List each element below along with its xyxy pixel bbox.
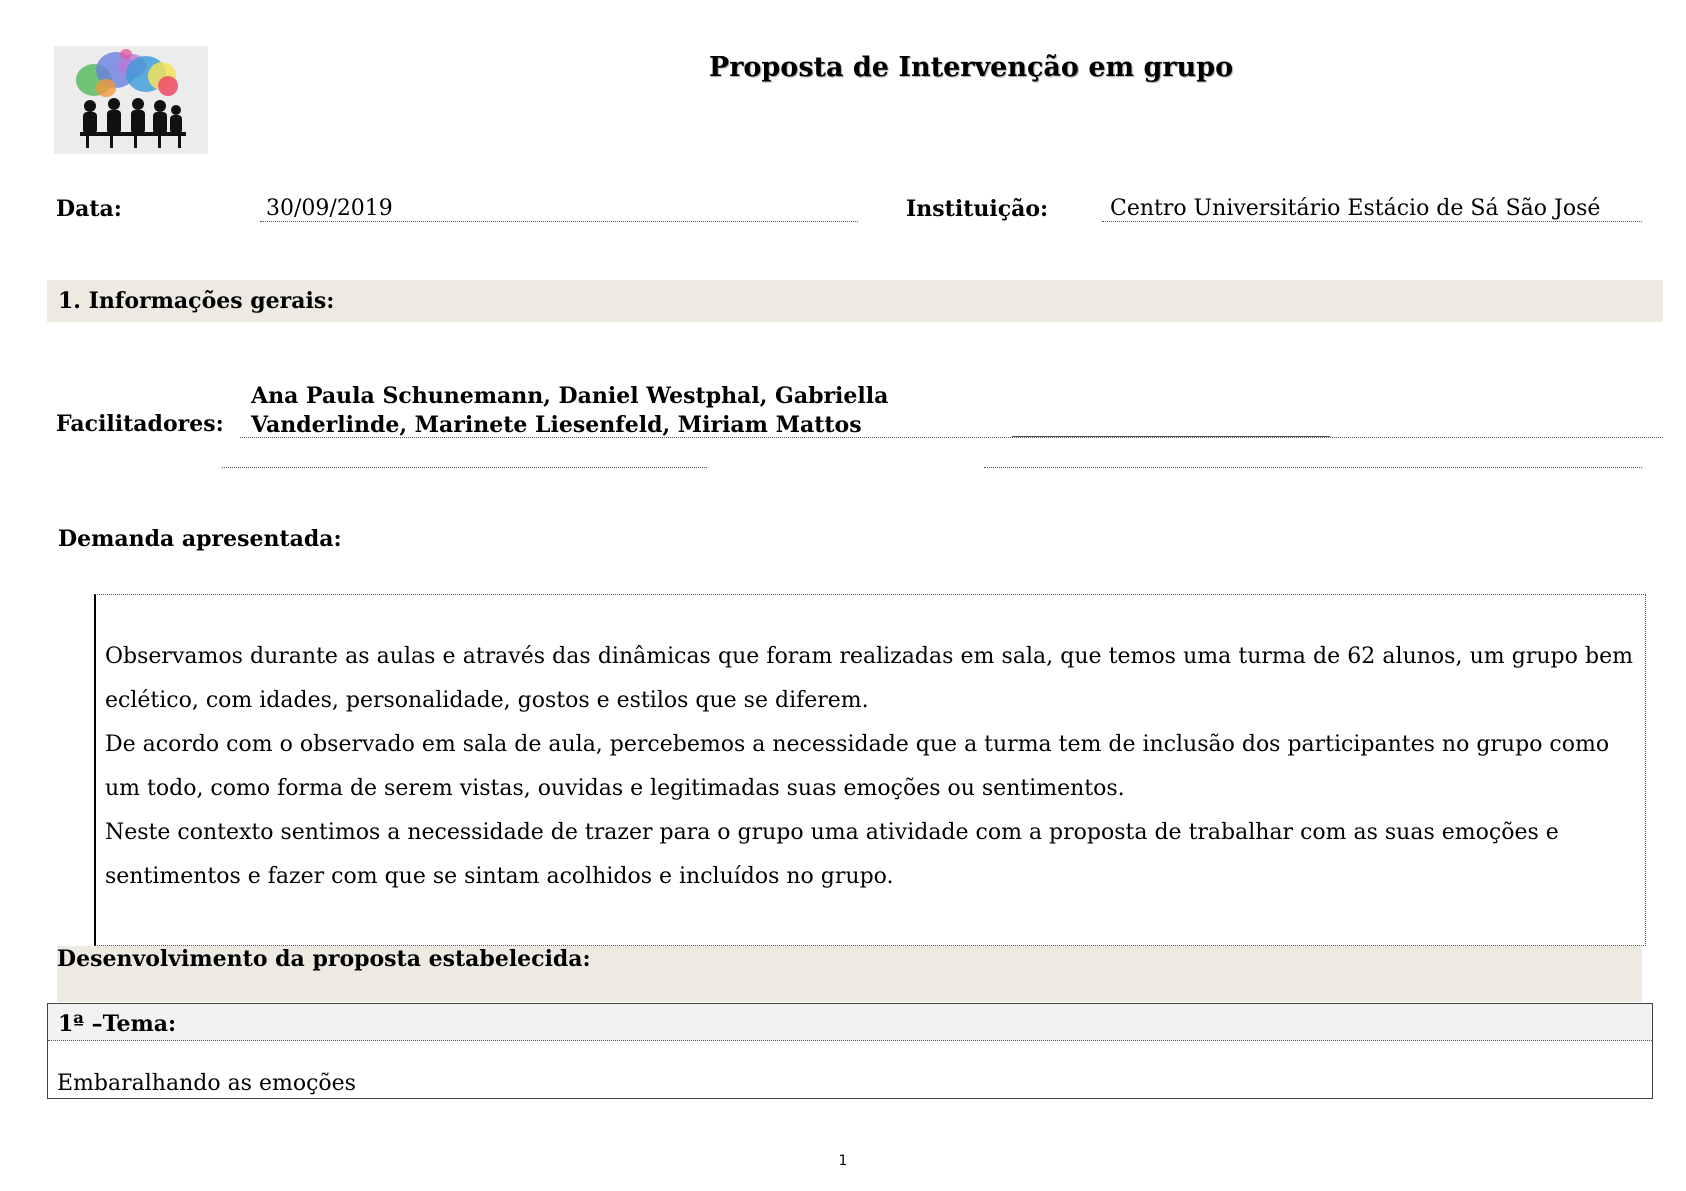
- facilitators-line-1: Ana Paula Schunemann, Daniel Westphal, Gabriella: [251, 383, 889, 409]
- blank-field-line-1[interactable]: [222, 466, 707, 468]
- demand-label: Demanda apresentada:: [58, 526, 342, 552]
- development-heading-band: [57, 946, 1642, 1002]
- facilitators-label: Facilitadores:: [56, 411, 224, 437]
- blank-field-line-2[interactable]: [984, 466, 1642, 468]
- institution-label: Instituição:: [906, 196, 1049, 222]
- facilitators-names: [251, 382, 888, 440]
- facilitators-underline: [240, 436, 1663, 438]
- facilitators-solid-underline: [1012, 436, 1330, 437]
- theme-value[interactable]: Embaralhando as emoções: [57, 1071, 356, 1096]
- demand-paragraph-1: Observamos durante as aulas e através das dinâmicas que foram realizadas em sala, que temos uma turma de 62 alunos, um grupo bem eclético, com idades, personalidade, gostos e estilos que se diferem.: [105, 644, 1633, 713]
- page-title: Proposta de Intervenção em grupo: [708, 52, 1234, 83]
- demand-text: [105, 635, 1633, 899]
- institution-field[interactable]: Centro Universitário Estácio de Sá São José: [1102, 196, 1642, 222]
- theme-table: [47, 1003, 1653, 1099]
- date-field[interactable]: 30/09/2019: [260, 196, 858, 222]
- date-label: Data:: [56, 196, 122, 222]
- development-heading: Desenvolvimento da proposta estabelecida:: [57, 946, 591, 972]
- theme-header-row: [48, 1004, 1652, 1041]
- page-number: 1: [838, 1153, 848, 1169]
- theme-label: 1ª –Tema:: [58, 1011, 177, 1037]
- demand-paragraph-2: De acordo com o observado em sala de aula, percebemos a necessidade que a turma tem de inclusão dos participantes no grupo como um todo, como forma de serem vistas, ouvidas e legitimadas suas emoções ou sentimentos.: [105, 732, 1610, 801]
- section-heading-band: [47, 280, 1663, 322]
- section-heading: 1. Informações gerais:: [58, 288, 335, 314]
- demand-textbox[interactable]: [94, 594, 1646, 946]
- facilitators-line-2: Vanderlinde, Marinete Liesenfeld, Miriam Mattos: [251, 412, 862, 438]
- demand-paragraph-3: Neste contexto sentimos a necessidade de trazer para o grupo uma atividade com a proposta de trabalhar com as suas emoções e sentimentos e fazer com que se sintam acolhidos e incluídos no grupo.: [105, 820, 1559, 889]
